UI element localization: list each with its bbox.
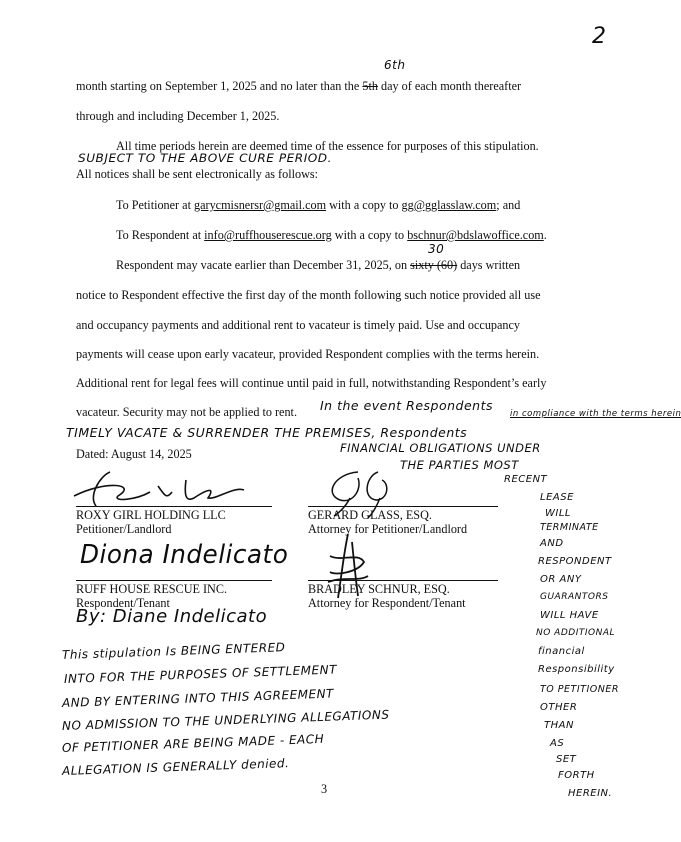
corner-initial-mark: 2 <box>592 24 607 49</box>
margin-note-line: NO ADDITIONAL <box>536 628 615 638</box>
pet-attorney-signature-line <box>308 506 498 507</box>
bottom-note-line: INTO FOR THE PURPOSES OF SETTLEMENT <box>63 662 338 686</box>
respondent-signature-line <box>76 580 272 581</box>
body-line-p3: and occupancy payments and additional rent to vacateur is timely paid. Use and occupancy <box>76 318 521 332</box>
respondent-notice-line: To Respondent at info@ruffhouserescue.org with a copy to bschnur@bdslawoffice.com. <box>116 228 547 242</box>
bottom-note-line: AND BY ENTERING INTO THIS AGREEMENT <box>61 686 335 710</box>
inserted-days: 30 <box>428 242 445 256</box>
margin-note-line: AS <box>550 738 565 749</box>
margin-note-line: HEREIN. <box>568 788 613 799</box>
body-line-p2: notice to Respondent effective the first day of the month following such notice provided all use <box>76 288 541 302</box>
handwritten-event-line-1: In the event Respondents <box>320 398 493 413</box>
respondent-email-link[interactable]: info@ruffhouserescue.org <box>204 228 332 242</box>
resp-attorney-signature-line <box>308 580 498 581</box>
margin-note-line: OTHER <box>540 702 578 713</box>
resp-attorney-role: Attorney for Respondent/Tenant <box>308 596 466 610</box>
handwritten-event-line-4: THE PARTIES MOST <box>400 458 519 472</box>
notices-line: All notices shall be sent electronically as follows: <box>76 167 318 181</box>
handwritten-event-line-2: TIMELY VACATE & SURRENDER THE PREMISES, Respondents <box>66 425 468 440</box>
petitioner-copy-email-link[interactable]: gg@gglasslaw.com <box>401 198 497 212</box>
margin-note-line: financial <box>538 646 585 657</box>
margin-note-line: FORTH <box>558 770 595 781</box>
handwritten-event-line-3: FINANCIAL OBLIGATIONS UNDER <box>340 441 541 455</box>
body-line-2: through and including December 1, 2025. <box>76 109 280 123</box>
bottom-note-line: NO ADMISSION TO THE UNDERLYING ALLEGATIONS <box>61 707 390 733</box>
margin-note-line: WILL <box>545 508 571 519</box>
petitioner-email-link[interactable]: garycmisnersr@gmail.com <box>194 198 327 212</box>
petitioner-role: Petitioner/Landlord <box>76 522 172 536</box>
margin-note-line: LEASE <box>540 492 574 503</box>
handwritten-cure-period: SUBJECT TO THE ABOVE CURE PERIOD. <box>78 151 333 165</box>
body-line-p5: Additional rent for legal fees will continue until paid in full, notwithstanding Respondent’s early <box>76 376 547 390</box>
petitioner-name: ROXY GIRL HOLDING LLC <box>76 508 226 522</box>
margin-note-line: AND <box>540 538 564 549</box>
respondent-copy-email-link[interactable]: bschnur@bdslawoffice.com <box>407 228 544 242</box>
petitioner-notice-line: To Petitioner at garycmisnersr@gmail.com with a copy to gg@gglasslaw.com; and <box>116 198 521 212</box>
petitioner-signature-line <box>76 506 272 507</box>
struck-day: 5th <box>362 79 378 93</box>
margin-note-line: OR ANY <box>540 574 582 585</box>
page-number: 3 <box>321 782 328 796</box>
vacate-line: Respondent may vacate earlier than December 31, 2025, on sixty (60) days written <box>116 258 521 272</box>
margin-note-line: SET <box>556 754 577 765</box>
body-line-p6: vacateur. Security may not be applied to rent. <box>76 405 297 419</box>
time-essence-paragraph: All time periods herein are deemed time of the essence for purposes of this stipulation. <box>116 139 539 153</box>
margin-note-line: RESPONDENT <box>538 556 612 567</box>
pet-attorney-role: Attorney for Petitioner/Landlord <box>308 522 468 536</box>
struck-days: sixty (60) <box>410 258 458 272</box>
margin-note-line: TO PETITIONER <box>540 684 619 695</box>
dated-line: Dated: August 14, 2025 <box>76 447 192 461</box>
margin-note-line: RECENT <box>504 474 548 485</box>
respondent-name: RUFF HOUSE RESCUE INC. <box>76 582 228 596</box>
bottom-note-line: ALLEGATION IS GENERALLY denied. <box>61 756 290 778</box>
body-line-1: month starting on September 1, 2025 and no later than the 5th day of each month thereafter <box>76 79 522 93</box>
margin-note-line: TERMINATE <box>540 522 599 533</box>
diane-indelicato-signature: Diona Indelicato <box>80 540 289 570</box>
resp-attorney-name: BRADLEY SCHNUR, ESQ. <box>308 582 450 596</box>
margin-note-line: THAN <box>544 720 574 731</box>
margin-note-line: GUARANTORS <box>540 592 609 602</box>
inserted-day: 6th <box>384 58 406 72</box>
margin-note-line: WILL HAVE <box>540 610 599 621</box>
bottom-note-line: This stipulation Is BEING ENTERED <box>61 640 286 662</box>
margin-note-line: Responsibility <box>538 664 615 675</box>
body-line-p4: payments will cease upon early vacateur, provided Respondent complies with the terms herein. <box>76 347 540 361</box>
handwritten-compliance-insert: in compliance with the terms herein <box>510 409 681 419</box>
pet-attorney-name: GERARD GLASS, ESQ. <box>308 508 432 522</box>
respondent-role: Respondent/Tenant <box>76 596 170 610</box>
by-diane-indelicato: By: Diane Indelicato <box>76 606 268 627</box>
bottom-note-line: OF PETITIONER ARE BEING MADE - EACH <box>61 731 325 755</box>
